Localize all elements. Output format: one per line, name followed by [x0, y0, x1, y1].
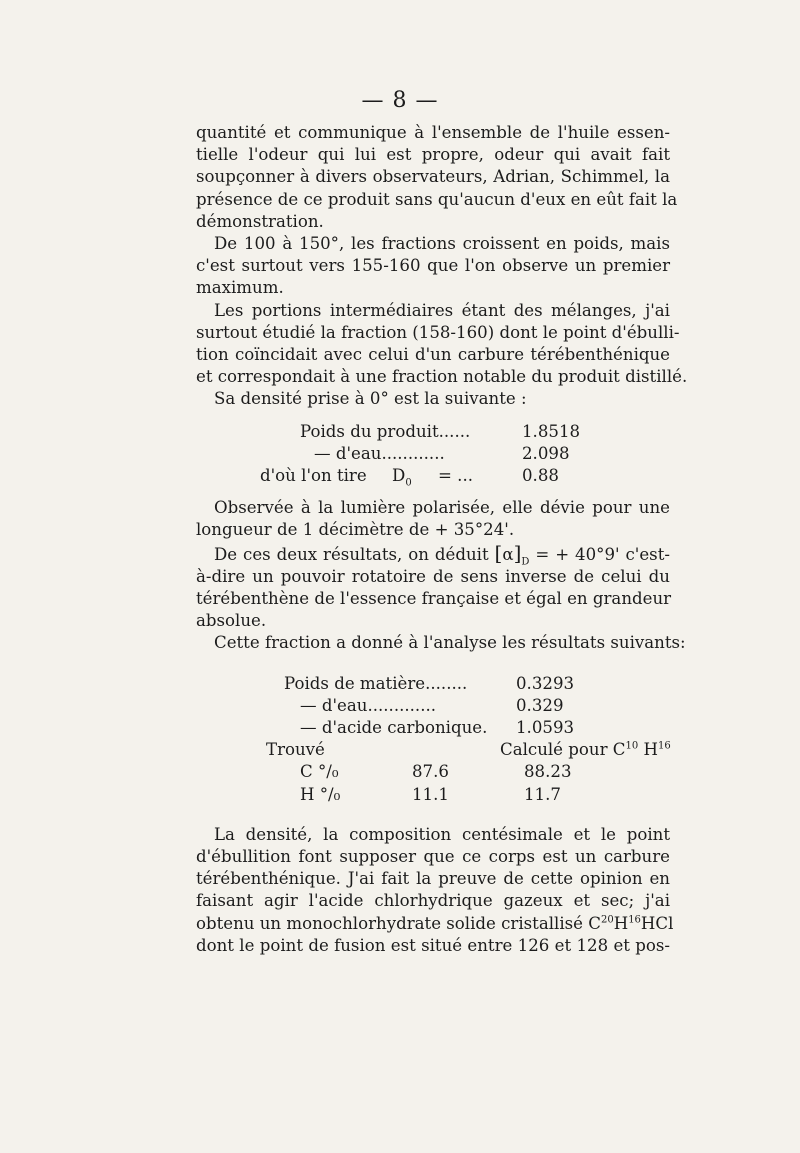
density-label: — d'eau............ — [314, 443, 445, 463]
text-line: et correspondait à une fraction notable du produit distillé. — [196, 367, 688, 387]
text-line: absolue. — [196, 611, 267, 631]
density-value: 2.098 — [522, 443, 570, 463]
composition-found: 11.1 — [412, 784, 449, 804]
text-line: térébenthène de l'essence française et égal en grandeur — [196, 589, 672, 609]
composition-calc: 11.7 — [524, 784, 561, 804]
text-line: à-dire un pouvoir rotatoire de sens inverse de celui du — [196, 566, 670, 586]
text-line: La densité, la composition centésimale et le point — [214, 824, 670, 844]
analysis-label: — d'acide carbonique. — [300, 718, 488, 737]
analysis-value: 0.3293 — [516, 673, 575, 693]
text-line: Cette fraction a donné à l'analyse les résultats suivants: — [214, 633, 686, 653]
body-text — [196, 122, 688, 957]
composition-label: H °/₀ — [300, 784, 341, 804]
text-line: c'est surtout vers 155-160 que l'on observe un premier — [196, 256, 670, 276]
composition-head-calc: Calculé pour $C^{10}$ $H^{16}$ — [500, 740, 671, 760]
composition-found: 87.6 — [412, 762, 449, 782]
text-line: De ces deux résultats, on déduit $[\alpha]_D$ = + 40°9' c'est- — [214, 540, 670, 567]
density-symbol: $D_0$ — [392, 466, 412, 489]
text-line: Observée à la lumière polarisée, elle dévie pour une — [214, 498, 670, 518]
density-table — [196, 421, 670, 488]
text-line: tion coïncidait avec celui d'un carbure térébenthénique — [196, 345, 670, 365]
text-line: dont le point de fusion est situé entre 126 et 128 et pos- — [196, 935, 670, 955]
text-line: De 100 à 150°, les fractions croissent en poids, mais — [214, 234, 670, 254]
text-line: soupçonner à divers observateurs, Adrian, Schimmel, la — [196, 167, 670, 187]
text-line: térébenthénique. J'ai fait la preuve de cette opinion en — [196, 869, 670, 889]
density-value: 1.8518 — [522, 421, 581, 441]
density-equals: = ... — [438, 466, 474, 486]
composition-calc: 88.23 — [524, 762, 572, 782]
text-line: surtout étudié la fraction (158-160) dont le point d'ébulli- — [196, 322, 680, 342]
text-line: tielle l'odeur qui lui est propre, odeur qui avait fait — [196, 145, 670, 165]
text-line: quantité et communique à l'ensemble de l'huile essen- — [196, 123, 670, 142]
text-line: Sa densité prise à 0° est la suivante : — [214, 389, 527, 409]
analysis-value: 1.0593 — [516, 718, 575, 737]
analysis-label: — d'eau............. — [300, 695, 437, 715]
text-line: présence de ce produit sans qu'aucun d'eux en eût fait la — [196, 189, 678, 209]
composition-head-found: Trouvé — [266, 740, 325, 760]
density-label: Poids du produit...... — [300, 421, 471, 441]
text-line: Les portions intermédiaires étant des mélanges, j'ai — [214, 300, 670, 320]
density-value: 0.88 — [522, 466, 559, 486]
composition-label: C °/₀ — [300, 762, 339, 782]
analysis-table — [196, 673, 670, 740]
composition-table — [196, 739, 670, 806]
text-line: maximum. — [196, 278, 284, 298]
analysis-label: Poids de matière........ — [284, 673, 468, 693]
density-label: d'où l'on tire — [260, 466, 367, 486]
analysis-value: 0.329 — [516, 695, 564, 715]
text-line: longueur de 1 décimètre de + 35°24'. — [196, 520, 515, 540]
page-number: — 8 — — [361, 88, 439, 113]
text-line: d'ébullition font supposer que ce corps est un carbure — [196, 846, 670, 866]
text-line: faisant agir l'acide chlorhydrique gazeux et sec; j'ai — [196, 891, 670, 911]
text-line: obtenu un monochlorhydrate solide cristallisé $C^{20}H^{16}HCl$ — [196, 913, 674, 933]
text-line: démonstration. — [196, 211, 324, 231]
